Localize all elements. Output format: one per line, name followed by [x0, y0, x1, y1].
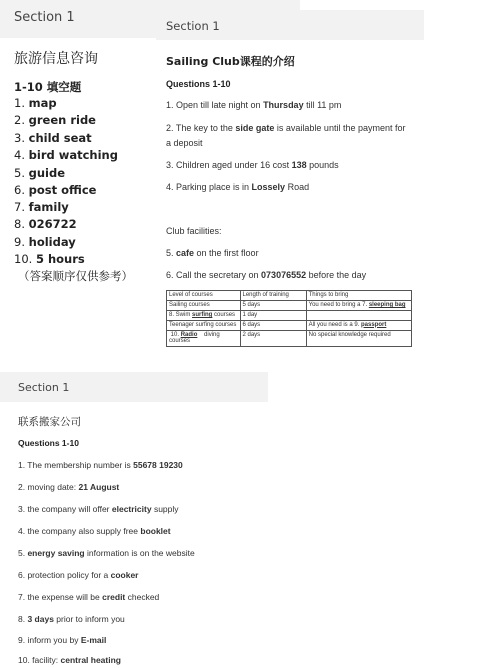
table-cell: No special knowledge required — [306, 330, 411, 347]
section-label: Section 1 — [18, 381, 70, 394]
table-cell: 10. Radio diving courses — [167, 330, 241, 347]
table-cell — [306, 310, 411, 320]
table-row — [167, 320, 412, 330]
questions-heading: Questions 1-10 — [18, 438, 79, 448]
table-cell: All you need is a 9. passport — [306, 320, 411, 330]
question-item: 10. facility: central heating — [18, 655, 121, 665]
answer-note: （答案顺序仅供参考） — [18, 269, 133, 283]
question-item: 4. the company also supply free booklet — [18, 526, 171, 536]
table-row — [167, 330, 412, 347]
question-item: 1. Open till late night on Thursday till 11 pm — [166, 100, 342, 110]
table-cell: 1 day — [240, 310, 306, 320]
answer-item: 4. bird watching — [14, 148, 118, 162]
table-row — [167, 310, 412, 320]
answer-item: 1. map — [14, 96, 57, 110]
table-cell: 6 days — [240, 320, 306, 330]
question-item: 2. The key to the side gate is available until the payment for — [166, 123, 406, 133]
club-facilities-label: Club facilities: — [166, 226, 222, 236]
answer-item: 3. child seat — [14, 131, 92, 145]
question-item: 7. the expense will be credit checked — [18, 592, 160, 602]
section-label: Section 1 — [14, 10, 75, 25]
section-title: Sailing Club课程的介绍 — [166, 55, 295, 68]
section-header — [156, 10, 424, 40]
answer-item: 5. guide — [14, 166, 66, 180]
question-item: 3. the company will offer electricity supply — [18, 504, 179, 514]
table-header-cell: Things to bring — [306, 291, 411, 301]
section-title: 联系搬家公司 — [18, 416, 81, 428]
question-item: 8. 3 days prior to inform you — [18, 614, 125, 624]
question-item: 3. Children aged under 16 cost 138 pounds — [166, 160, 339, 170]
table-cell: 5 days — [240, 300, 306, 310]
table-cell: Sailing courses — [167, 300, 241, 310]
answer-item: 8. 026722 — [14, 217, 77, 231]
table-row — [167, 300, 412, 310]
section-label: Section 1 — [166, 19, 220, 33]
questions-heading: Questions 1-10 — [166, 79, 231, 89]
table-cell: 8. Swim surfing courses — [167, 310, 241, 320]
table-header-cell: Level of courses — [167, 291, 241, 301]
table-header-cell: Length of training — [240, 291, 306, 301]
answer-item: 2. green ride — [14, 113, 96, 127]
table-cell: 2 days — [240, 330, 306, 347]
question-item: 2. moving date: 21 August — [18, 482, 120, 492]
table-cell: Teenager surfing courses — [167, 320, 241, 330]
answer-item: 6. post office — [14, 183, 97, 197]
courses-table — [166, 290, 412, 347]
answer-item: 10. 5 hours — [14, 252, 85, 266]
question-item: 5. energy saving information is on the website — [18, 548, 195, 558]
question-item: 4. Parking place is in Lossely Road — [166, 182, 310, 192]
table-header-row — [167, 291, 412, 301]
question-item: 5. cafe on the first floor — [166, 248, 259, 258]
question-item: 9. inform you by E-mail — [18, 635, 107, 645]
section-header — [0, 372, 268, 402]
answer-item: 9. holiday — [14, 235, 76, 249]
question-item: 6. protection policy for a cooker — [18, 570, 139, 580]
section-title: 旅游信息咨询 — [14, 51, 98, 67]
table-cell: You need to bring a 7. sleeping bag — [306, 300, 411, 310]
question-item: 1. The membership number is 55678 19230 — [18, 460, 183, 470]
question-item-continued: a deposit — [166, 138, 203, 148]
answer-item: 7. family — [14, 200, 69, 214]
question-item: 6. Call the secretary on 073076552 before the day — [166, 270, 367, 280]
questions-heading: 1-10 填空题 — [14, 80, 82, 94]
